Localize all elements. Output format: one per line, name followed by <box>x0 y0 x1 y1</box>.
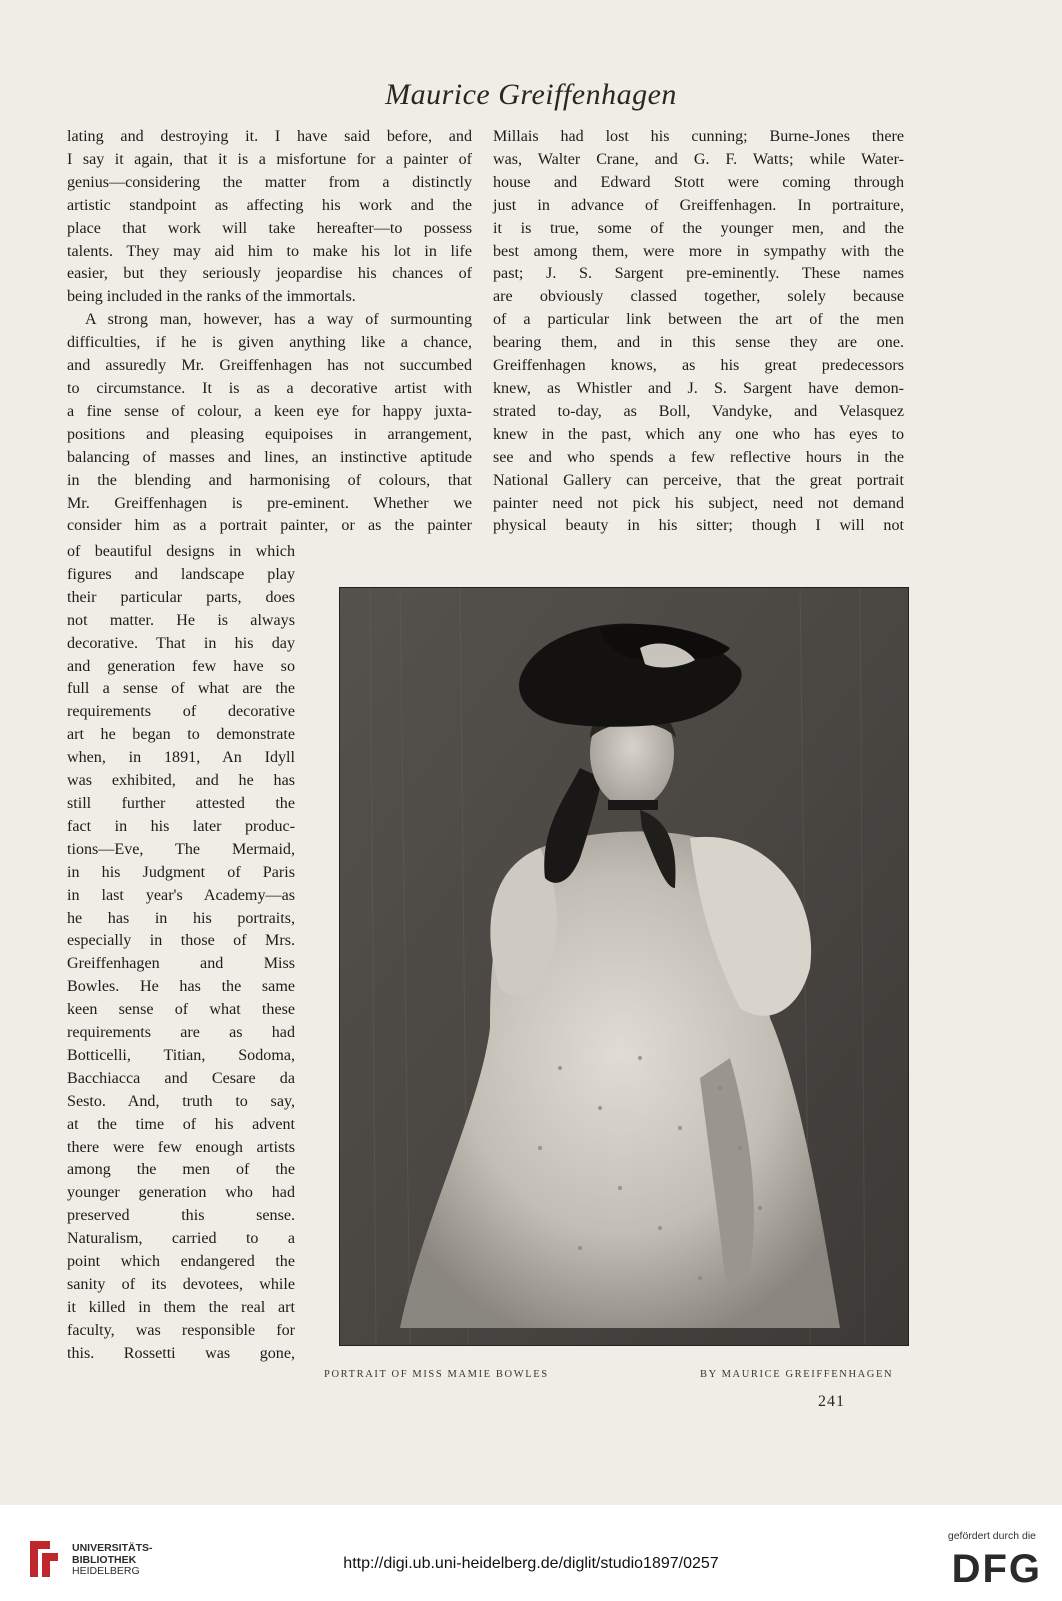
left-column-line: in the blending and harmonising of colours, that <box>67 471 472 489</box>
library-name-line2: BIBLIOTHEK <box>72 1553 137 1566</box>
left-narrow-column-line: not matter. He is always <box>67 611 295 629</box>
left-narrow-column-line: Greiffenhagen and Miss <box>67 955 295 973</box>
dfg-logo[interactable]: DFG <box>951 1547 1042 1591</box>
right-column-line: National Gallery can perceive, that the great portrait <box>493 471 904 489</box>
left-narrow-column-line: art he began to demonstrate <box>67 726 295 744</box>
right-column-line: house and Edward Stott were coming through <box>493 173 904 191</box>
left-narrow-column-line: sanity of its devotees, while <box>67 1276 295 1293</box>
left-column-top <box>67 126 472 538</box>
left-narrow-column-line: full a sense of what are the <box>67 680 295 698</box>
right-column-line: knew, as Whistler and J. S. Sargent have demon- <box>493 379 904 397</box>
left-column-line: I say it again, that it is a misfortune for a painter of <box>67 150 472 168</box>
left-column-line: a fine sense of colour, a keen eye for happy juxta- <box>67 402 472 420</box>
left-column-line: easier, but they seriously jeopardise his chances of <box>67 265 472 283</box>
left-column-narrow <box>67 541 295 1366</box>
left-narrow-column-line: in last year's Academy—as <box>67 886 295 904</box>
left-narrow-column-line: Sesto. And, truth to say, <box>67 1092 295 1110</box>
right-column-line: painter need not pick his subject, need not demand <box>493 494 904 512</box>
source-url-link[interactable]: http://digi.ub.uni-heidelberg.de/diglit/studio1897/0257 <box>343 1555 719 1572</box>
right-column-top <box>493 126 904 538</box>
right-column-line: of a particular link between the art of the men <box>493 311 904 329</box>
right-column-line: it is true, some of the younger men, and the <box>493 219 904 237</box>
portrait-illustration <box>340 588 908 1345</box>
left-narrow-column-line: was exhibited, and he has <box>67 772 295 790</box>
left-narrow-column-line: especially in those of Mrs. <box>67 932 295 950</box>
left-narrow-column-line: it killed in them the real art <box>67 1298 295 1316</box>
library-name-line3: HEIDELBERG <box>72 1565 140 1577</box>
left-narrow-column-line: faculty, was responsible for <box>67 1321 295 1339</box>
library-name-line1: UNIVERSITÄTS- <box>72 1542 153 1554</box>
left-narrow-column-line: requirements of decorative <box>67 703 295 721</box>
left-column-line: Mr. Greiffenhagen is pre-eminent. Whether we <box>67 494 472 512</box>
plate-caption-credit: BY MAURICE GREIFFENHAGEN <box>700 1369 894 1380</box>
left-column-line: balancing of masses and lines, an instinctive aptitude <box>67 448 472 466</box>
left-narrow-column-line: point which endangered the <box>67 1253 295 1271</box>
digitization-footer <box>0 1505 1062 1601</box>
left-narrow-column-line: keen sense of what these <box>67 1001 295 1019</box>
left-narrow-column-line: Botticelli, Titian, Sodoma, <box>67 1046 295 1064</box>
left-narrow-column-line: preserved this sense. <box>67 1207 295 1225</box>
funded-by-label: gefördert durch die <box>947 1530 1036 1542</box>
left-narrow-column-line: there were few enough artists <box>67 1138 295 1156</box>
left-narrow-column-line: requirements are as had <box>67 1024 295 1042</box>
left-narrow-column-line: fact in his later produc- <box>67 817 295 835</box>
page-number: 241 <box>818 1393 845 1410</box>
left-column-line: and assuredly Mr. Greiffenhagen has not succumbed <box>67 357 472 375</box>
right-column-line: was, Walter Crane, and G. F. Watts; while Water- <box>493 150 904 168</box>
right-column-line: physical beauty in his sitter; though I will not <box>493 517 904 535</box>
right-column-line: past; J. S. Sargent pre-eminently. These names <box>493 265 904 283</box>
right-column-line: bearing them, and in this sense they are one. <box>493 334 904 352</box>
right-column-line: Greiffenhagen knows, as his great predecessors <box>493 357 904 375</box>
portrait-plate <box>339 587 909 1346</box>
left-narrow-column-line: and generation few have so <box>67 657 295 675</box>
left-column-line: place that work will take hereafter—to possess <box>67 219 472 237</box>
left-narrow-column-line: decorative. That in his day <box>67 634 295 652</box>
left-narrow-column-line: younger generation who had <box>67 1184 295 1202</box>
left-narrow-column-line: at the time of his advent <box>67 1115 295 1133</box>
left-narrow-column-line: this. Rossetti was gone, <box>67 1344 295 1362</box>
left-narrow-column-line: Bowles. He has the same <box>67 978 295 996</box>
left-column-line: being included in the ranks of the immortals. <box>67 288 356 306</box>
left-narrow-column-line: figures and landscape play <box>67 565 295 583</box>
left-narrow-column-line: of beautiful designs in which <box>67 543 295 560</box>
right-column-line: see and who spends a few reflective hours in the <box>493 448 904 466</box>
right-column-line: Millais had lost his cunning; Burne-Jones there <box>493 128 904 145</box>
plate-caption-title: PORTRAIT OF MISS MAMIE BOWLES <box>324 1369 549 1380</box>
left-narrow-column-line: Naturalism, carried to a <box>67 1230 295 1248</box>
left-column-line: genius—considering the matter from a distinctly <box>67 173 472 191</box>
right-column-line: are obviously classed together, solely because <box>493 288 904 306</box>
left-column-line: lating and destroying it. I have said before, and <box>67 128 472 145</box>
left-column-line: A strong man, however, has a way of surmounting <box>85 311 472 329</box>
left-column-line: difficulties, if he is given anything like a chance, <box>67 334 472 352</box>
left-narrow-column-line: tions—Eve, The Mermaid, <box>67 840 295 858</box>
left-narrow-column-line: still further attested the <box>67 794 295 812</box>
right-column-line: just in advance of Greiffenhagen. In portraiture, <box>493 196 904 214</box>
right-column-line: knew in the past, which any one who has eyes to <box>493 425 904 443</box>
left-narrow-column-line: Bacchiacca and Cesare da <box>67 1069 295 1087</box>
left-narrow-column-line: among the men of the <box>67 1161 295 1179</box>
left-column-line: to circumstance. It is as a decorative artist with <box>67 379 472 397</box>
left-narrow-column-line: their particular parts, does <box>67 588 295 606</box>
left-narrow-column-line: in his Judgment of Paris <box>67 863 295 881</box>
left-narrow-column-line: he has in his portraits, <box>67 909 295 927</box>
left-narrow-column-line: when, in 1891, An Idyll <box>67 749 295 767</box>
left-column-line: consider him as a portrait painter, or as the painter <box>67 517 472 535</box>
running-head: Maurice Greiffenhagen <box>385 78 677 111</box>
left-column-line: positions and pleasing equipoises in arrangement, <box>67 425 472 443</box>
left-column-line: artistic standpoint as affecting his work and the <box>67 196 472 214</box>
right-column-line: best among them, were more in sympathy with the <box>493 242 904 260</box>
left-column-line: talents. They may aid him to make his lot in life <box>67 242 472 260</box>
right-column-line: strated to-day, as Boll, Vandyke, and Velasquez <box>493 402 904 420</box>
